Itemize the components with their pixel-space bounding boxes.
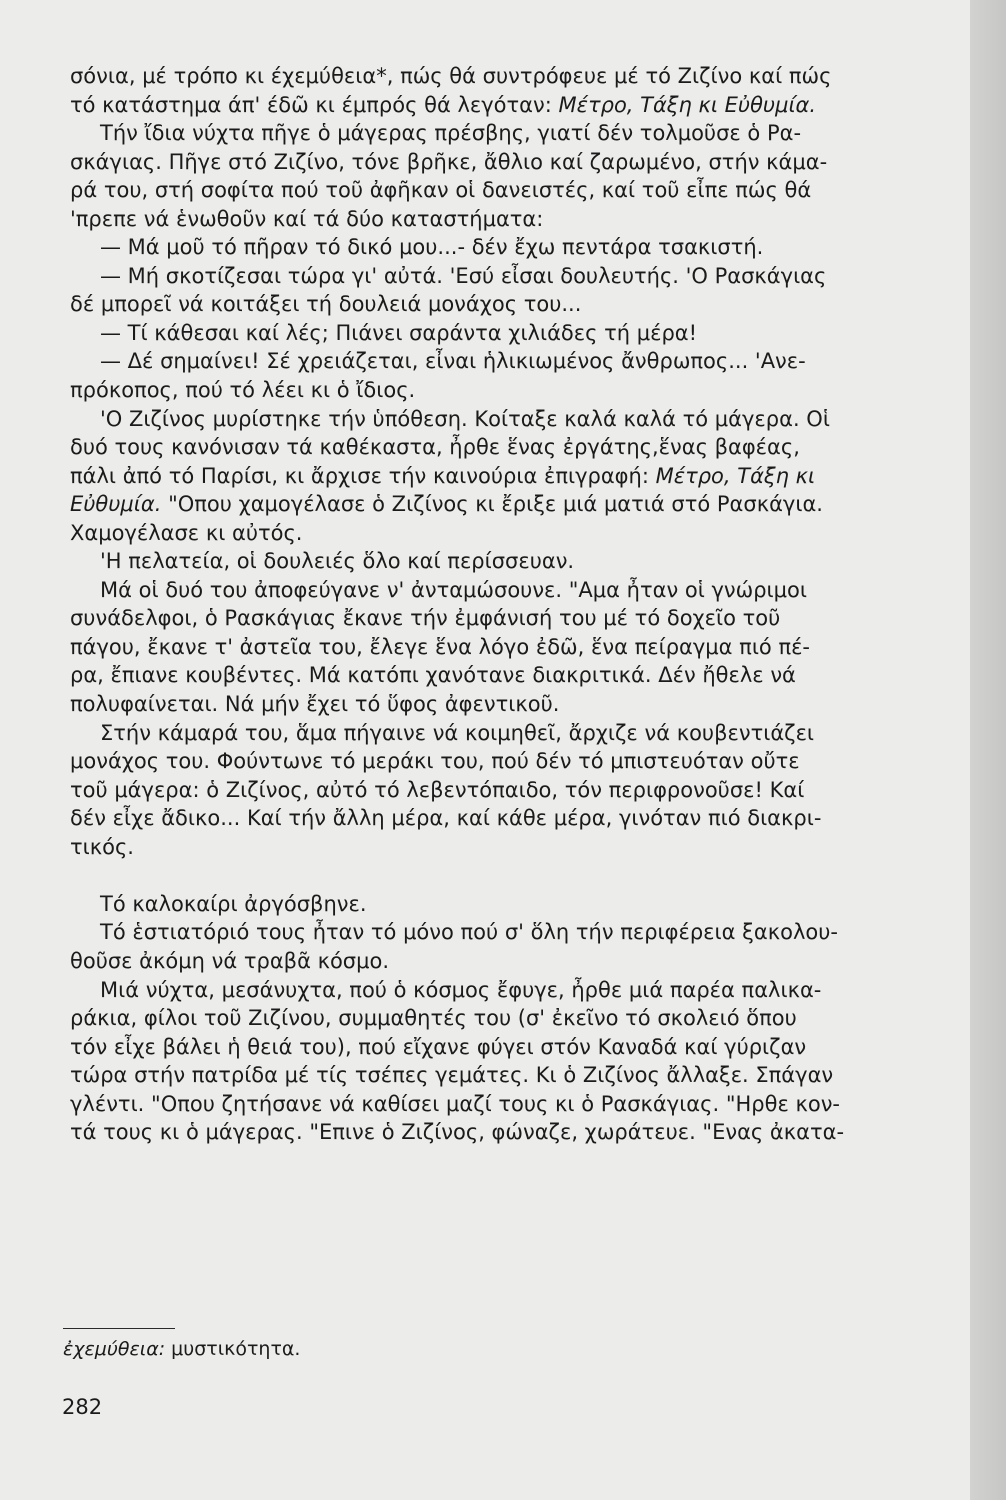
- text-line: ρα, ἔπιανε κουβέντες. Μά κατόπι χανότανε διακριτικά. Δέν ἤθελε νά: [70, 663, 796, 688]
- text-line: ράκια, φίλοι τοῦ Ζιζίνου, συμμαθητές του (σ' ἐκεῖνο τό σκολειό ὅπου: [70, 1006, 797, 1031]
- text-line: 'πρεπε νά ἑνωθοῦν καί τά δύο καταστήματα:: [70, 206, 544, 231]
- page-edge-shadow: [970, 0, 1006, 1500]
- paragraph-gap: [70, 861, 934, 890]
- text-line: δέ μπορεῖ νά κοιτάξει τή δουλειά μονάχος του...: [70, 292, 582, 317]
- text-line: 'Ο Ζιζίνος μυρίστηκε τήν ὑπόθεση. Κοίταξε καλά καλά τό μάγερα. Οἱ: [100, 406, 830, 431]
- text-line: σόνια, μέ τρόπο κι έχεμύθεια*, πώς θά συντρόφευε μέ τό Ζιζίνο καί πώς: [70, 64, 832, 88]
- footnote: [63, 1337, 300, 1361]
- footnote-definition: μυστικότητα.: [165, 1338, 301, 1360]
- dialogue-line: — Μή σκοτίζεσαι τώρα γι' αὐτά. 'Εσύ εἶσαι δουλευτής. 'Ο Ρασκάγιας: [100, 263, 827, 288]
- text-line: τά τους κι ὁ μάγερας. "Επινε ὁ Ζιζίνος, φώναζε, χωράτευε. "Ενας ἀκατα-: [70, 1120, 845, 1145]
- shop-name-italic: Μέτρο, Τάξη κι: [655, 463, 816, 488]
- text-line: μονάχος του. Φούντωνε τό μεράκι του, πού δέν τό μπιστευόταν οὔτε: [70, 749, 800, 774]
- text-line: τό κατάστημα άπ' έδῶ κι έμπρός θά λεγόταν: Μέτρο, Τάξη κι Εὐθυμία.: [70, 92, 817, 117]
- text-line: Μά οἱ δυό του ἀποφεύγανε ν' ἀνταμώσουνε. "Αμα ἦταν οἱ γνώριμοι: [100, 577, 807, 602]
- dialogue-line: — Τί κάθεσαι καί λές; Πιάνει σαράντα χιλιάδες τή μέρα!: [100, 320, 698, 345]
- dialogue-line: — Δέ σημαίνει! Σέ χρειάζεται, εἶναι ἡλικιωμένος ἄνθρωπος... 'Ανε-: [100, 349, 806, 374]
- text-line: Στήν κάμαρά του, ἅμα πήγαινε νά κοιμηθεῖ, ἄρχιζε νά κουβεντιάζει: [100, 720, 815, 745]
- text-line: τοῦ μάγερα: ὁ Ζιζίνος, αὐτό τό λεβεντόπαιδο, τόν περιφρονοῦσε! Καί: [70, 777, 805, 802]
- text-line: πάγου, ἔκανε τ' ἀστεῖα του, ἔλεγε ἕνα λόγο ἐδῶ, ἕνα πείραγμα πιό πέ-: [70, 634, 811, 659]
- text-line: 'Η πελατεία, οἱ δουλειές ὅλο καί περίσσευαν.: [100, 549, 575, 574]
- text-line: Τό καλοκαίρι ἀργόσβηνε.: [100, 891, 367, 916]
- text-line: συνάδελφοι, ὁ Ρασκάγιας ἔκανε τήν ἐμφάνισή του μέ τό δοχεῖο τοῦ: [70, 606, 781, 631]
- text-line: πάλι ἀπό τό Παρίσι, κι ἄρχισε τήν καινούρια ἐπιγραφή: Μέτρο, Τάξη κι: [70, 463, 816, 488]
- text-line: Χαμογέλασε κι αὐτός.: [70, 520, 303, 545]
- text-line: Τό ἑστιατόριό τους ἦταν τό μόνο πού σ' ὅλη τήν περιφέρεια ξακολου-: [100, 920, 838, 945]
- body-text: [70, 62, 934, 1147]
- shop-name-italic: Μέτρο, Τάξη κι Εὐθυμία.: [558, 92, 817, 117]
- text-line: σκάγιας. Πῆγε στό Ζιζίνο, τόνε βρῆκε, ἄθλιο καί ζαρωμένο, στήν κάμα-: [70, 149, 828, 174]
- dialogue-line: — Μά μοῦ τό πῆραν τό δικό μου...- δέν ἔχω πεντάρα τσακιστή.: [100, 235, 764, 260]
- text-line: δέν εἶχε ἄδικο... Καί τήν ἄλλη μέρα, καί κάθε μέρα, γινόταν πιό διακρι-: [70, 806, 822, 831]
- shop-name-italic: Εὐθυμία.: [70, 492, 162, 517]
- text-line: ρά του, στή σοφίτα πού τοῦ ἀφῆκαν οἱ δανειστές, καί τοῦ εἶπε πώς θά: [70, 178, 812, 203]
- text-line: Τήν ἴδια νύχτα πῆγε ὁ μάγερας πρέσβης, γιατί δέν τολμοῦσε ὁ Ρα-: [100, 121, 802, 146]
- text-line: τικός.: [70, 834, 134, 859]
- text-line: πολυφαίνεται. Νά μήν ἔχει τό ὕφος ἀφεντικοῦ.: [70, 692, 560, 717]
- text-line: Μιά νύχτα, μεσάνυχτα, πού ὁ κόσμος ἔφυγε, ἦρθε μιά παρέα παλικα-: [100, 977, 822, 1002]
- text-line: πρόκοπος, πού τό λέει κι ὁ ἴδιος.: [70, 378, 416, 403]
- text-line: γλέντι. "Οπου ζητήσανε νά καθίσει μαζί τους κι ὁ Ρασκάγιας. "Ηρθε κον-: [70, 1091, 841, 1116]
- footnote-term: ἐχεμύθεια:: [63, 1338, 166, 1360]
- text-line: τόν εἶχε βάλει ἡ θειά του), πού εἴχανε φύγει στόν Καναδά καί γύριζαν: [70, 1034, 807, 1059]
- footnote-rule: [63, 1328, 175, 1329]
- text-line: Εὐθυμία. "Οπου χαμογέλασε ὁ Ζιζίνος κι ἔριξε μιά ματιά στό Ρασκάγια.: [70, 492, 823, 517]
- page-number: 282: [62, 1395, 103, 1419]
- text-line: τώρα στήν πατρίδα μέ τίς τσέπες γεμάτες. Κι ὁ Ζιζίνος ἄλλαξε. Σπάγαν: [70, 1063, 834, 1088]
- text-line: θοῦσε ἀκόμη νά τραβᾶ κόσμο.: [70, 948, 389, 973]
- text-line: δυό τους κανόνισαν τά καθέκαστα, ἦρθε ἕνας ἐργάτης,ἕνας βαφέας,: [70, 435, 800, 460]
